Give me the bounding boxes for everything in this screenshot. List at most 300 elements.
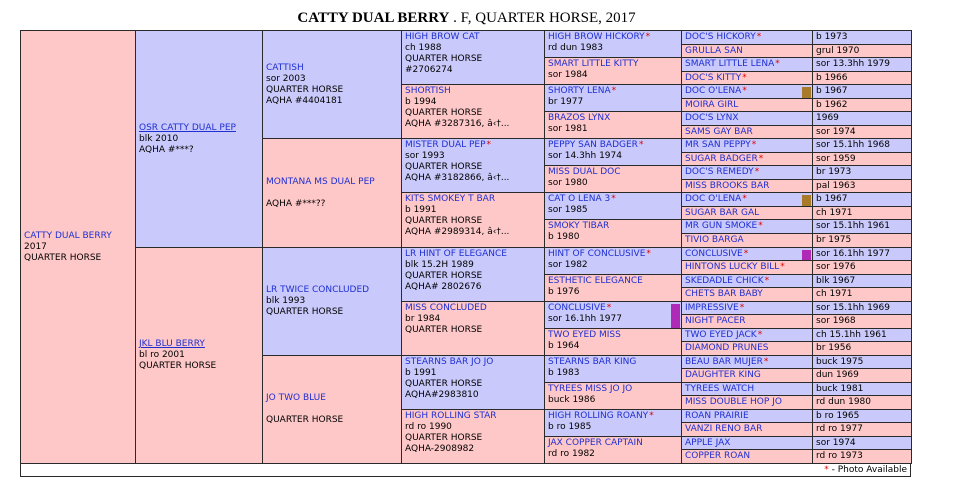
gen5-horse-link[interactable]: SAMS GAY BAR — [685, 127, 753, 137]
gen5-info-cell — [812, 152, 912, 166]
gen5-info-cell — [812, 206, 912, 220]
gen5-info-cell — [812, 422, 912, 437]
gen3-l1: rd ro 1990 — [405, 422, 452, 432]
gen5-name — [685, 343, 809, 354]
gen5-info-cell — [812, 436, 912, 450]
gen5-horse-link[interactable]: MISS BROOKS BAR — [685, 181, 770, 191]
gen5-horse-link[interactable]: TIVIO BARGA — [685, 235, 744, 245]
gen5-name — [685, 316, 809, 327]
gen3-horse-link[interactable]: KITS SMOKEY T BAR — [405, 194, 496, 204]
gen4-name — [548, 249, 678, 260]
gen3-horse-link[interactable]: MISS CONCLUDED — [405, 303, 487, 313]
gen5-info: sor 1976 — [816, 262, 856, 272]
gen3-l2: QUARTER HORSE — [405, 379, 483, 389]
inbreeding-marker — [802, 87, 811, 98]
gen5-name — [685, 140, 809, 151]
gen5-horse-link[interactable]: MISS DOUBLE HOP JO — [685, 397, 782, 407]
gen2-ds-name — [266, 285, 398, 296]
photo-star-icon: * — [775, 59, 780, 69]
gen5-name — [685, 181, 809, 192]
gen4-name — [548, 113, 678, 124]
gen5-cell — [681, 395, 813, 410]
gen5-info: sor 1959 — [816, 154, 856, 164]
gen2-ss-cell — [262, 30, 402, 139]
gen5-cell — [681, 355, 813, 369]
gen2-ds-l1: blk 1993 — [266, 296, 306, 306]
photo-star-icon: * — [764, 276, 770, 286]
photo-star-icon: * — [611, 86, 617, 96]
photo-star-icon: * — [739, 303, 745, 313]
gen5-horse-link[interactable]: CHETS BAR BABY — [685, 289, 763, 299]
gen5-name — [685, 384, 809, 395]
gen5-horse-link[interactable]: NIGHT PACER — [685, 316, 746, 326]
gen5-info-cell — [812, 382, 912, 396]
gen3-cell — [401, 30, 545, 85]
gen5-info-cell — [812, 111, 912, 126]
gen4-info: rd ro 1982 — [548, 449, 595, 459]
gen5-info-cell — [812, 314, 912, 329]
photo-star-icon: * — [611, 194, 616, 204]
gen3-cell — [401, 192, 545, 248]
gen5-info: sor 13.3hh 1979 — [816, 59, 890, 69]
gen3-name — [405, 303, 541, 314]
gen5-horse-link[interactable]: CONCLUSIVE — [685, 249, 743, 259]
gen5-info-cell — [812, 98, 912, 112]
gen5-info-cell — [812, 409, 912, 423]
gen5-info-cell — [812, 57, 912, 72]
gen4-cell — [544, 192, 682, 220]
gen5-cell — [681, 328, 813, 342]
gen5-info: b 1966 — [816, 73, 848, 83]
gen5-cell — [681, 165, 813, 180]
gen5-info: sor 16.1hh 1977 — [816, 249, 890, 259]
gen5-cell — [681, 287, 813, 302]
gen4-name — [548, 167, 678, 178]
gen5-name — [685, 167, 809, 178]
gen5-info-cell — [812, 165, 912, 180]
gen4-name — [548, 303, 678, 314]
gen5-name — [685, 113, 809, 124]
gen5-horse-link[interactable]: GRULLA SAN — [685, 46, 743, 56]
gen4-name — [548, 384, 678, 395]
photo-star-icon: * — [649, 411, 654, 421]
gen2-ss-link[interactable]: CATTISH — [266, 62, 304, 73]
gen5-cell — [681, 274, 813, 288]
gen3-cell — [401, 247, 545, 302]
gen4-cell — [544, 247, 682, 275]
gen4-horse-link[interactable]: CAT O LENA 3 — [548, 194, 611, 204]
gen5-horse-link[interactable]: MR SAN PEPPY — [685, 140, 751, 150]
gen5-horse-link[interactable]: APPLE JAX — [685, 438, 731, 448]
gen5-info: br 1975 — [816, 235, 852, 245]
gen2-ds-l2: QUARTER HORSE — [266, 307, 344, 317]
gen3-horse-link[interactable]: LR HINT OF ELEGANCE — [405, 249, 507, 259]
gen5-horse-link[interactable]: MR GUN SMOKE — [685, 221, 758, 231]
gen4-horse-link[interactable]: MISS DUAL DOC — [548, 167, 621, 177]
gen4-horse-link[interactable]: SHORTY LENA — [548, 86, 611, 96]
gen5-info-cell — [812, 355, 912, 369]
gen1-sire-registry: AQHA #***? — [139, 144, 194, 155]
gen4-horse-link[interactable]: JAX COPPER CAPTAIN — [548, 438, 643, 448]
gen5-info: sor 1968 — [816, 316, 856, 326]
gen4-info: b 1964 — [548, 341, 580, 351]
gen5-info: ch 1971 — [816, 208, 853, 218]
gen5-cell — [681, 206, 813, 220]
gen5-cell — [681, 314, 813, 329]
gen3-l3: AQHA#2983810 — [405, 390, 479, 400]
gen3-name — [405, 357, 541, 368]
gen5-horse-link[interactable]: COPPER ROAN — [685, 451, 751, 461]
photo-star-icon: * — [742, 194, 747, 204]
gen5-info-cell — [812, 274, 912, 288]
photo-star-icon: * — [638, 140, 644, 150]
gen2-dd-l1 — [266, 404, 398, 415]
gen3-l2: QUARTER HORSE — [405, 162, 483, 172]
gen4-info: b 1983 — [548, 368, 580, 378]
gen3-name — [405, 249, 541, 260]
gen5-info: buck 1975 — [816, 357, 864, 367]
gen3-cell — [401, 409, 545, 464]
gen1-dam-info: bl ro 2001 — [139, 350, 185, 360]
gen5-name — [685, 208, 809, 219]
gen2-dd-name — [266, 393, 398, 404]
gen5-cell — [681, 233, 813, 248]
gen1-dam-link[interactable]: JKL BLU BERRY — [139, 339, 205, 349]
gen4-horse-link[interactable]: STEARNS BAR KING — [548, 357, 637, 367]
gen5-horse-link[interactable]: DOC'S HICKORY — [685, 32, 756, 42]
gen5-info-cell — [812, 260, 912, 275]
gen4-cell — [544, 328, 682, 356]
gen5-info: b ro 1965 — [816, 411, 860, 421]
gen5-cell — [681, 30, 813, 45]
photo-star-icon: * — [743, 249, 749, 259]
gen3-l1: sor 1993 — [405, 151, 445, 161]
gen4-name — [548, 330, 678, 341]
gen5-name — [685, 370, 809, 381]
gen5-cell — [681, 422, 813, 437]
gen5-horse-link[interactable]: TWO EYED JACK — [685, 330, 757, 340]
gen5-info-cell — [812, 84, 912, 99]
gen1-sire-name — [139, 123, 259, 134]
gen3-l2: QUARTER HORSE — [405, 271, 483, 281]
gen4-cell — [544, 111, 682, 139]
photo-star-icon: * — [742, 73, 747, 83]
gen5-info-cell — [812, 247, 912, 261]
gen5-info: b 1967 — [816, 86, 848, 96]
gen5-cell — [681, 260, 813, 275]
gen5-info: ch 15.1hh 1961 — [816, 330, 887, 340]
gen4-horse-link[interactable]: PEPPY SAN BADGER — [548, 140, 638, 150]
gen5-name — [685, 127, 809, 138]
gen5-info: sor 15.1hh 1968 — [816, 140, 890, 150]
gen5-cell — [681, 98, 813, 112]
gen5-horse-link[interactable]: MOIRA GIRL — [685, 100, 739, 110]
gen1-dam-registry: QUARTER HORSE — [139, 361, 217, 371]
gen5-cell — [681, 138, 813, 153]
subject-name-link[interactable]: CATTY DUAL BERRY — [24, 230, 112, 241]
gen5-name — [685, 411, 809, 422]
gen4-info: sor 1982 — [548, 260, 588, 270]
gen4-horse-link[interactable]: ESTHETIC ELEGANCE — [548, 276, 643, 286]
gen3-cell — [401, 355, 545, 410]
gen2-sd-name — [266, 177, 398, 188]
gen4-cell — [544, 274, 682, 302]
gen5-info-cell — [812, 233, 912, 248]
gen3-l2: QUARTER HORSE — [405, 108, 483, 118]
gen5-info: sor 15.1hh 1961 — [816, 221, 890, 231]
gen5-name — [685, 397, 809, 408]
gen5-name — [685, 451, 809, 462]
gen5-name — [685, 276, 809, 287]
gen5-cell — [681, 111, 813, 126]
gen5-horse-link[interactable]: ROAN PRAIRIE — [685, 411, 749, 421]
gen5-info-cell — [812, 219, 912, 234]
gen5-horse-link[interactable]: DOC O'LENA — [685, 194, 742, 204]
title-horse-name: CATTY DUAL BERRY — [297, 10, 450, 26]
gen5-info: sor 15.1hh 1969 — [816, 303, 890, 313]
photo-star-icon: * — [754, 167, 760, 177]
gen5-name — [685, 86, 809, 97]
gen5-info: sor 1974 — [816, 127, 856, 137]
photo-star-icon: * — [758, 221, 763, 231]
gen5-cell — [681, 71, 813, 85]
gen5-info-cell — [812, 71, 912, 85]
gen5-cell — [681, 84, 813, 99]
gen2-sd-l2: AQHA #***?? — [266, 198, 326, 209]
gen3-l3: AQHA #3182866, â‹†... — [405, 173, 510, 183]
gen5-cell — [681, 57, 813, 72]
gen5-name — [685, 249, 809, 260]
gen5-cell — [681, 219, 813, 234]
gen3-horse-link[interactable]: HIGH ROLLING STAR — [405, 411, 497, 421]
gen5-horse-link[interactable]: HINTONS LUCKY BILL — [685, 262, 780, 272]
gen3-cell — [401, 84, 545, 139]
gen5-horse-link[interactable]: SMART LITTLE LENA — [685, 59, 775, 69]
gen2-ds-link[interactable]: LR TWICE CONCLUDED — [266, 285, 370, 295]
gen5-cell — [681, 192, 813, 207]
gen4-name — [548, 221, 678, 232]
gen3-name — [405, 86, 541, 97]
gen5-cell — [681, 382, 813, 396]
gen5-name — [685, 59, 809, 70]
gen5-name — [685, 100, 809, 111]
gen5-horse-link[interactable]: DOC'S KITTY — [685, 73, 742, 83]
gen2-dd-link[interactable]: JO TWO BLUE — [266, 393, 326, 403]
subject-name — [24, 231, 132, 242]
gen5-info-cell — [812, 328, 912, 342]
gen4-cell — [544, 57, 682, 85]
gen5-name — [685, 46, 809, 57]
gen2-ss-name — [266, 63, 398, 74]
gen5-horse-link[interactable]: SUGAR BAR GAL — [685, 208, 760, 218]
gen4-cell — [544, 165, 682, 193]
gen4-horse-link[interactable]: HIGH ROLLING ROANY — [548, 411, 649, 421]
inbreeding-marker — [802, 195, 811, 206]
gen3-horse-link[interactable]: STEARNS BAR JO JO — [405, 357, 494, 367]
gen3-l3: AQHA-2908982 — [405, 444, 475, 454]
photo-star-icon: * — [756, 32, 762, 42]
gen5-info: sor 1974 — [816, 438, 856, 448]
gen5-horse-link[interactable]: DAUGHTER KING — [685, 370, 761, 380]
gen5-horse-link[interactable]: DOC'S REMEDY — [685, 167, 754, 177]
gen2-dd-l2: QUARTER HORSE — [266, 415, 344, 425]
gen4-info: b ro 1985 — [548, 422, 592, 432]
gen4-horse-link[interactable]: SMOKY TIBAR — [548, 221, 610, 231]
gen1-dam-name — [139, 339, 259, 350]
gen5-horse-link[interactable]: TYREES WATCH — [685, 384, 755, 394]
gen5-horse-link[interactable]: VANZI RENO BAR — [685, 424, 763, 434]
gen3-l2: QUARTER HORSE — [405, 325, 483, 335]
gen5-info-cell — [812, 368, 912, 383]
gen4-name — [548, 276, 678, 287]
gen5-name — [685, 73, 809, 84]
gen2-ds-cell — [262, 247, 402, 356]
gen4-cell — [544, 84, 682, 112]
gen5-info: br 1956 — [816, 343, 852, 353]
gen5-horse-link[interactable]: BEAU BAR MUJER — [685, 357, 763, 367]
gen5-info: rd ro 1973 — [816, 451, 863, 461]
gen5-info-cell — [812, 449, 912, 464]
gen5-cell — [681, 44, 813, 58]
gen3-horse-link[interactable]: MISTER DUAL PEP — [405, 140, 486, 150]
inbreeding-marker — [671, 304, 680, 328]
gen1-dam-cell — [135, 247, 263, 464]
gen4-horse-link[interactable]: HINT OF CONCLUSIVE — [548, 249, 646, 259]
title-details: . F, QUARTER HORSE, 2017 — [449, 10, 636, 26]
gen3-l1: br 1984 — [405, 314, 441, 324]
gen3-cell — [401, 301, 545, 356]
gen5-info: rd dun 1980 — [816, 397, 872, 407]
gen5-horse-link[interactable]: DIAMOND PRUNES — [685, 343, 769, 353]
pedigree-title — [0, 10, 933, 27]
gen5-cell — [681, 341, 813, 356]
gen5-cell — [681, 179, 813, 193]
subject-breed: QUARTER HORSE — [24, 252, 102, 263]
subject-year: 2017 — [24, 241, 47, 252]
gen3-l3: AQHA #3287316, â‹†... — [405, 119, 510, 129]
gen5-cell — [681, 449, 813, 464]
gen5-info: blk 1967 — [816, 276, 856, 286]
gen5-info-cell — [812, 192, 912, 207]
gen4-cell — [544, 301, 682, 329]
gen4-cell — [544, 382, 682, 410]
gen5-info: rd ro 1977 — [816, 424, 863, 434]
gen5-name — [685, 262, 809, 273]
gen4-cell — [544, 138, 682, 166]
gen2-ss-l3: AQHA #4404181 — [266, 95, 343, 106]
gen4-info: sor 1985 — [548, 205, 588, 215]
gen4-info: sor 1980 — [548, 178, 588, 188]
gen5-horse-link[interactable]: IMPRESSIVE — [685, 303, 739, 313]
photo-legend-text: - Photo Available — [828, 465, 907, 475]
subject-cell — [20, 30, 136, 464]
gen5-horse-link[interactable]: SUGAR BADGER — [685, 154, 758, 164]
gen5-horse-link[interactable]: DOC O'LENA — [685, 86, 742, 96]
gen3-l2: QUARTER HORSE — [405, 216, 483, 226]
gen5-cell — [681, 436, 813, 450]
gen5-cell — [681, 247, 813, 261]
gen3-horse-link[interactable]: HIGH BROW CAT — [405, 32, 480, 42]
gen5-info-cell — [812, 44, 912, 58]
gen5-info: b 1967 — [816, 194, 848, 204]
gen2-dd-cell — [262, 355, 402, 464]
gen5-name — [685, 194, 809, 205]
gen4-name — [548, 438, 678, 449]
gen4-horse-link[interactable]: TYREES MISS JO JO — [548, 384, 633, 394]
gen4-horse-link[interactable]: HIGH BROW HICKORY — [548, 32, 645, 42]
gen4-horse-link[interactable]: TWO EYED MISS — [548, 330, 621, 340]
gen3-name — [405, 194, 541, 205]
gen2-sd-link[interactable]: MONTANA MS DUAL PEP — [266, 176, 375, 187]
gen5-info: dun 1969 — [816, 370, 859, 380]
gen4-info: b 1980 — [548, 232, 580, 242]
gen4-info: br 1977 — [548, 97, 584, 107]
gen2-ss-l2: QUARTER HORSE — [266, 84, 344, 95]
gen4-info: sor 1981 — [548, 124, 588, 134]
gen4-cell — [544, 409, 682, 437]
gen4-horse-link[interactable]: CONCLUSIVE — [548, 303, 606, 313]
gen3-l3: #2706274 — [405, 65, 453, 75]
gen4-name — [548, 357, 678, 368]
gen4-horse-link[interactable]: BRAZOS LYNX — [548, 113, 611, 123]
gen3-l1: b 1994 — [405, 97, 437, 107]
gen5-name — [685, 235, 809, 246]
photo-star-icon: * — [763, 357, 769, 367]
gen5-info-cell — [812, 301, 912, 315]
gen5-cell — [681, 125, 813, 139]
gen5-horse-link[interactable]: SKEDADLE CHICK — [685, 276, 764, 286]
gen5-name — [685, 154, 809, 165]
gen3-horse-link[interactable]: SHORTISH — [405, 86, 451, 96]
gen1-sire-link[interactable]: OSR CATTY DUAL PEP — [139, 122, 236, 133]
gen5-horse-link[interactable]: DOC'S LYNX — [685, 113, 739, 123]
gen4-horse-link[interactable]: SMART LITTLE KITTY — [548, 59, 639, 69]
gen3-l1: b 1991 — [405, 205, 437, 215]
gen5-info: buck 1981 — [816, 384, 864, 394]
photo-legend — [20, 463, 911, 477]
gen3-l2: QUARTER HORSE — [405, 54, 483, 64]
gen4-name — [548, 32, 678, 43]
gen5-name — [685, 221, 809, 232]
gen1-sire-info: blk 2010 — [139, 133, 179, 144]
gen5-info-cell — [812, 125, 912, 139]
gen5-name — [685, 357, 809, 368]
gen3-l3: AQHA #2989314, â‹†... — [405, 227, 510, 237]
gen4-cell — [544, 436, 682, 464]
gen5-info-cell — [812, 287, 912, 302]
photo-star-icon: * — [606, 303, 612, 313]
gen5-info: ch 1971 — [816, 289, 853, 299]
gen5-name — [685, 303, 809, 314]
gen3-l1: b 1991 — [405, 368, 437, 378]
gen5-info: 1969 — [816, 113, 839, 123]
gen3-name — [405, 140, 541, 151]
gen4-info: buck 1986 — [548, 395, 596, 405]
gen5-info-cell — [812, 138, 912, 153]
gen5-info: br 1973 — [816, 167, 852, 177]
gen3-name — [405, 32, 541, 43]
gen3-name — [405, 411, 541, 422]
gen3-l2: QUARTER HORSE — [405, 433, 483, 443]
gen5-name — [685, 289, 809, 300]
gen3-l1: blk 15.2H 1989 — [405, 260, 474, 270]
photo-star-icon: * — [751, 140, 757, 150]
gen4-name — [548, 86, 678, 97]
photo-star-icon: * — [742, 86, 747, 96]
gen4-name — [548, 411, 678, 422]
gen3-l3: AQHA# 2802676 — [405, 282, 482, 292]
photo-star-icon: * — [646, 249, 651, 259]
